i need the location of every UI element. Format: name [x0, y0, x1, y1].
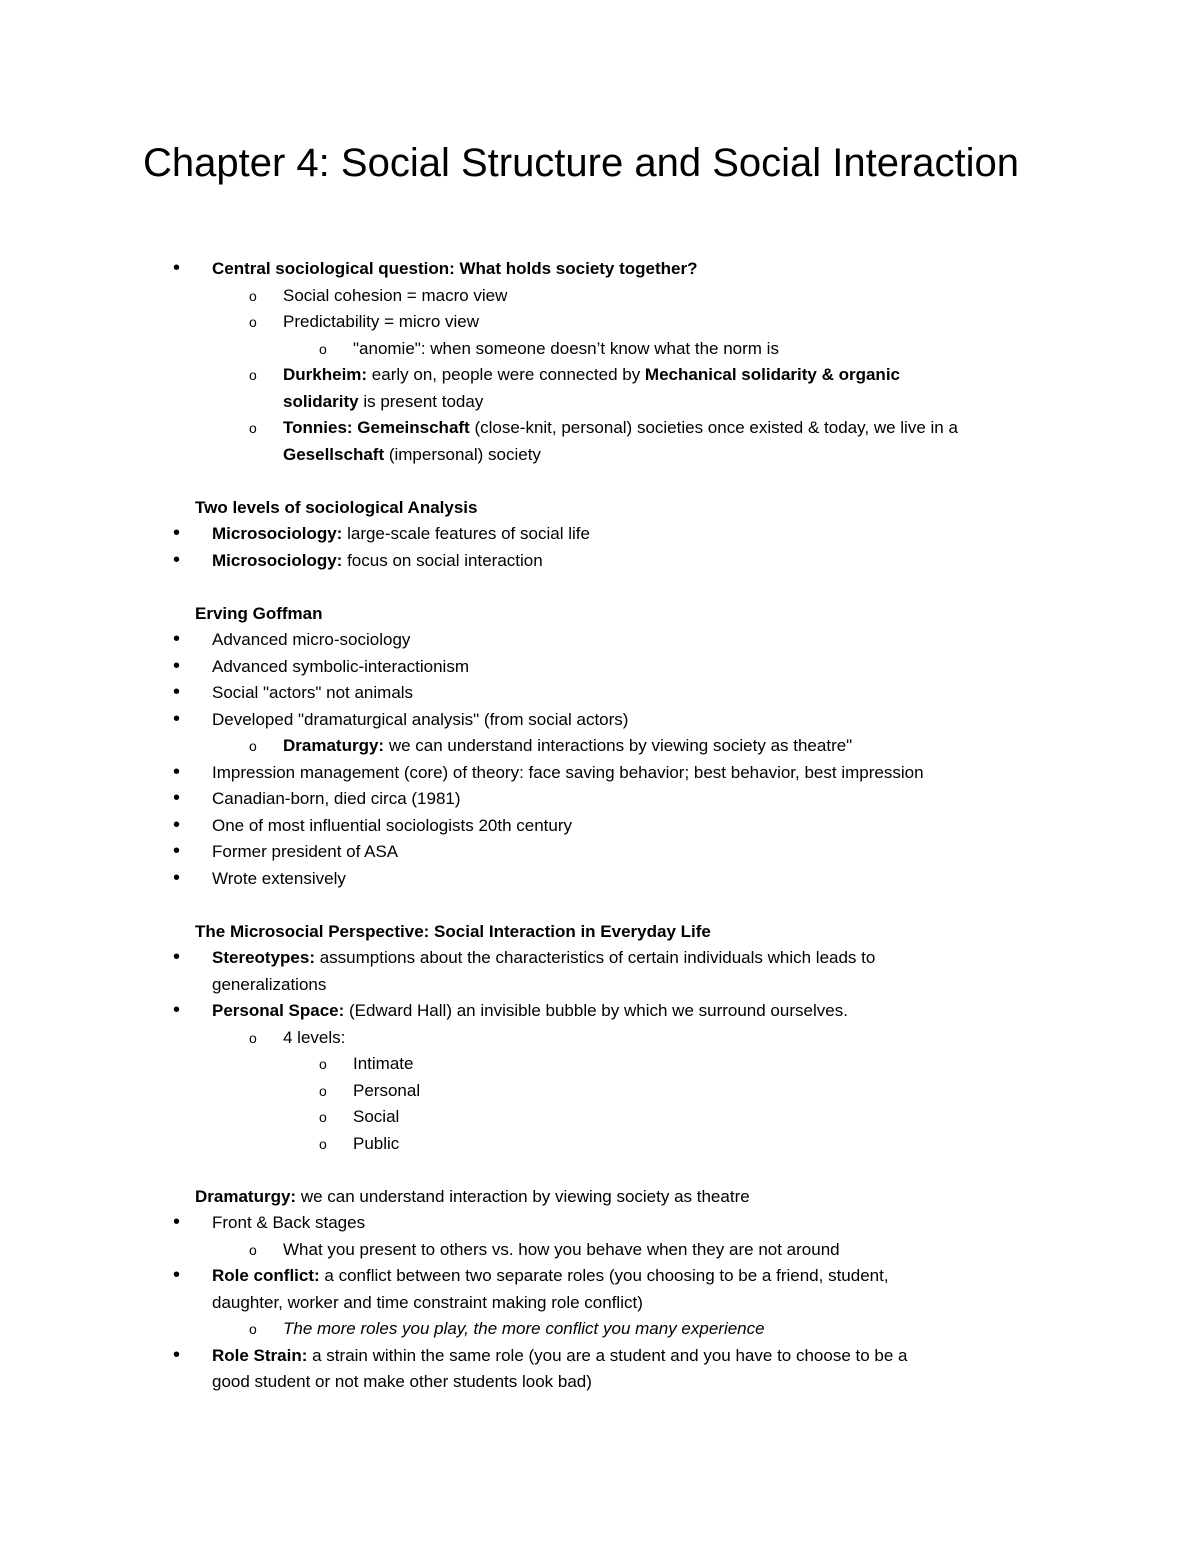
- bullet-disc-icon: •: [173, 999, 181, 1021]
- section-heading: [143, 1184, 1103, 1211]
- bold-text: Erving Goffman: [195, 603, 323, 623]
- text-run: generalizations: [212, 974, 327, 994]
- text-run: Social "actors" not animals: [212, 683, 414, 702]
- text-run: Front & Back stages: [212, 1213, 366, 1232]
- text-run: "anomie": when someone doesn’t know what the norm is: [353, 338, 779, 358]
- list-item-text: [143, 763, 924, 782]
- list-item: [143, 283, 1103, 310]
- text-run: we can understand interactions by viewing society as theatre": [384, 736, 853, 755]
- list-item: [143, 1104, 1103, 1131]
- list-item: [143, 707, 1103, 734]
- bullet-circle-icon: o: [249, 420, 257, 436]
- text-run: What you present to others vs. how you behave when they are not around: [283, 1239, 840, 1259]
- list-item-text: [143, 1319, 765, 1338]
- text-run: (Edward Hall) an invisible bubble by which we surround ourselves.: [344, 1001, 848, 1020]
- text-run: One of most influential sociologists 20th century: [212, 815, 573, 835]
- list-item-text: [143, 1107, 399, 1126]
- bold-text: Tonnies: Gemeinschaft: [283, 418, 470, 437]
- bullet-circle-icon: o: [249, 1241, 257, 1258]
- text-run: large-scale features of social life: [342, 524, 590, 543]
- list-item-text: [143, 975, 326, 994]
- bullet-disc-icon: •: [173, 522, 181, 544]
- bullet-circle-icon: o: [319, 1109, 327, 1125]
- list-item: [143, 521, 1103, 548]
- list-item-continuation: [143, 1369, 1103, 1396]
- bold-text: Two levels of sociological Analysis: [195, 497, 478, 517]
- text-run: Former president of ASA: [212, 842, 399, 861]
- list-item: [143, 654, 1103, 681]
- list-item-text: [143, 1001, 848, 1020]
- list-item-text: [143, 842, 398, 861]
- blank-line: [143, 1157, 1103, 1184]
- list-item-continuation: [143, 1290, 1103, 1317]
- list-item-continuation: [143, 389, 1103, 416]
- text-run: Canadian-born, died circa (1981): [212, 789, 461, 808]
- bullet-circle-icon: o: [249, 314, 257, 330]
- list-item: [143, 1263, 1103, 1290]
- list-item-text: [143, 286, 507, 305]
- list-item: [143, 866, 1103, 893]
- bullet-disc-icon: •: [173, 946, 181, 968]
- list-item: [143, 1131, 1103, 1158]
- list-item-text: [143, 1293, 643, 1312]
- list-item: [143, 733, 1103, 760]
- bold-text: Dramaturgy:: [283, 736, 385, 755]
- text-run: is present today: [358, 391, 484, 411]
- list-item: [143, 680, 1103, 707]
- bold-text: Microsociology:: [212, 524, 343, 543]
- blank-line: [143, 574, 1103, 601]
- page-title: Chapter 4: Social Structure and Social Interaction: [143, 141, 1020, 185]
- text-run: we can understand interaction by viewing society as theatre: [296, 1186, 750, 1206]
- bullet-disc-icon: •: [173, 813, 181, 836]
- list-item: [143, 415, 1103, 442]
- text-run: Advanced symbolic-interactionism: [212, 656, 469, 676]
- list-item: [143, 1237, 1103, 1264]
- list-item-continuation: [143, 972, 1103, 999]
- bold-text: The Microsocial Perspective: Social Interaction in Everyday Life: [195, 921, 711, 941]
- bullet-disc-icon: •: [173, 760, 181, 783]
- text-run: Social: [353, 1107, 400, 1126]
- list-item: [143, 1051, 1103, 1078]
- blank-line: [143, 468, 1103, 495]
- text-run: early on, people were connected by: [367, 365, 645, 384]
- text-run: Developed "dramaturgical analysis" (from social actors): [212, 709, 629, 729]
- list-item-text: [143, 789, 461, 808]
- list-item: [143, 945, 1103, 972]
- list-item-text: [143, 816, 572, 835]
- list-item-text: [143, 1346, 908, 1365]
- bullet-circle-icon: o: [249, 1029, 257, 1046]
- list-item-text: [143, 1134, 399, 1153]
- bold-text: Stereotypes:: [212, 948, 315, 967]
- bullet-circle-icon: o: [249, 287, 257, 304]
- bullet-disc-icon: •: [173, 1264, 181, 1286]
- text-run: Wrote extensively: [212, 868, 346, 888]
- bullet-circle-icon: o: [319, 1056, 327, 1072]
- bold-text: Role conflict:: [212, 1266, 320, 1285]
- text-run: a conflict between two separate roles (you choosing to be a friend, student,: [319, 1266, 889, 1285]
- list-item-text: [143, 1266, 889, 1285]
- bold-text: Durkheim:: [283, 365, 368, 384]
- text-run: daughter, worker and time constraint making role conflict): [212, 1292, 643, 1312]
- list-item-text: [143, 1372, 592, 1391]
- bullet-disc-icon: •: [173, 840, 181, 862]
- list-item-text: [143, 1028, 345, 1047]
- list-item: [143, 839, 1103, 866]
- list-item: [143, 309, 1103, 336]
- section-heading: [143, 919, 1103, 946]
- bullet-disc-icon: •: [173, 1211, 181, 1233]
- list-item: [143, 1316, 1103, 1343]
- list-item: [143, 1210, 1103, 1237]
- list-item-text: [143, 630, 410, 649]
- list-item-text: [143, 418, 958, 437]
- bullet-disc-icon: •: [173, 681, 181, 703]
- list-item-text: [143, 657, 469, 676]
- list-item-text: [143, 710, 628, 729]
- bullet-disc-icon: •: [173, 866, 181, 889]
- bold-text: Central sociological question: What holds society together?: [212, 259, 698, 278]
- list-item-text: [143, 1240, 840, 1259]
- bold-text: Personal Space:: [212, 1001, 345, 1020]
- text-run: Predictability = micro view: [283, 312, 480, 331]
- list-item: [143, 627, 1103, 654]
- text-run: (impersonal) society: [384, 444, 541, 464]
- text-run: Personal: [353, 1080, 421, 1100]
- bullet-disc-icon: •: [173, 707, 181, 730]
- bullet-circle-icon: o: [319, 1082, 327, 1099]
- list-item: [143, 998, 1103, 1025]
- text-run: Advanced micro-sociology: [212, 630, 411, 649]
- list-item-text: [143, 445, 541, 464]
- bullet-circle-icon: o: [249, 367, 257, 383]
- text-run: assumptions about the characteristics of certain individuals which leads to: [314, 948, 876, 967]
- bullet-circle-icon: o: [249, 1321, 257, 1337]
- section-heading: [143, 495, 1103, 522]
- list-item: [143, 1025, 1103, 1052]
- bullet-disc-icon: •: [173, 628, 181, 650]
- list-item: [143, 256, 1103, 283]
- italic-text: The more roles you play, the more conflict you many experience: [283, 1319, 765, 1338]
- bullet-circle-icon: o: [319, 340, 327, 357]
- bullet-disc-icon: •: [173, 548, 181, 571]
- text-run: Impression management (core) of theory: face saving behavior; best behavior, best impression: [212, 762, 924, 782]
- text-run: Intimate: [353, 1054, 414, 1073]
- list-item-text: [143, 551, 543, 570]
- list-item: [143, 1078, 1103, 1105]
- list-item-text: [143, 1081, 420, 1100]
- text-run: 4 levels:: [283, 1027, 346, 1047]
- bold-text: Mechanical solidarity & organic: [644, 365, 900, 384]
- notes-body: [143, 256, 1103, 1396]
- list-item-text: [143, 312, 479, 331]
- text-run: Public: [353, 1133, 400, 1153]
- bold-text: Gesellschaft: [283, 444, 385, 464]
- bullet-circle-icon: o: [319, 1135, 327, 1152]
- text-run: (close-knit, personal) societies once existed & today, we live in a: [469, 418, 958, 437]
- bullet-disc-icon: •: [173, 257, 181, 279]
- list-item: [143, 786, 1103, 813]
- list-item-text: [143, 524, 590, 543]
- list-item: [143, 813, 1103, 840]
- bullet-disc-icon: •: [173, 787, 181, 809]
- bullet-disc-icon: •: [173, 1343, 181, 1366]
- list-item-text: [143, 339, 779, 358]
- bold-text: Role Strain:: [212, 1345, 308, 1365]
- list-item-text: [143, 392, 483, 411]
- text-run: Social cohesion = macro view: [283, 285, 508, 305]
- bullet-disc-icon: •: [173, 654, 181, 677]
- bold-text: solidarity: [283, 391, 359, 411]
- list-item-text: [143, 259, 698, 278]
- list-item: [143, 336, 1103, 363]
- bold-text: Microsociology:: [212, 550, 343, 570]
- list-item-text: [143, 1054, 413, 1073]
- list-item-text: [143, 948, 875, 967]
- section-heading: [143, 601, 1103, 628]
- list-item: [143, 760, 1103, 787]
- list-item-text: [143, 683, 413, 702]
- text-run: good student or not make other students look bad): [212, 1372, 592, 1391]
- text-run: focus on social interaction: [342, 550, 543, 570]
- blank-line: [143, 892, 1103, 919]
- text-run: a strain within the same role (you are a student and you have to choose to be a: [307, 1345, 908, 1365]
- bold-text: Dramaturgy:: [195, 1186, 297, 1206]
- list-item: [143, 1343, 1103, 1370]
- bullet-circle-icon: o: [249, 738, 257, 754]
- list-item: [143, 362, 1103, 389]
- list-item: [143, 548, 1103, 575]
- list-item-continuation: [143, 442, 1103, 469]
